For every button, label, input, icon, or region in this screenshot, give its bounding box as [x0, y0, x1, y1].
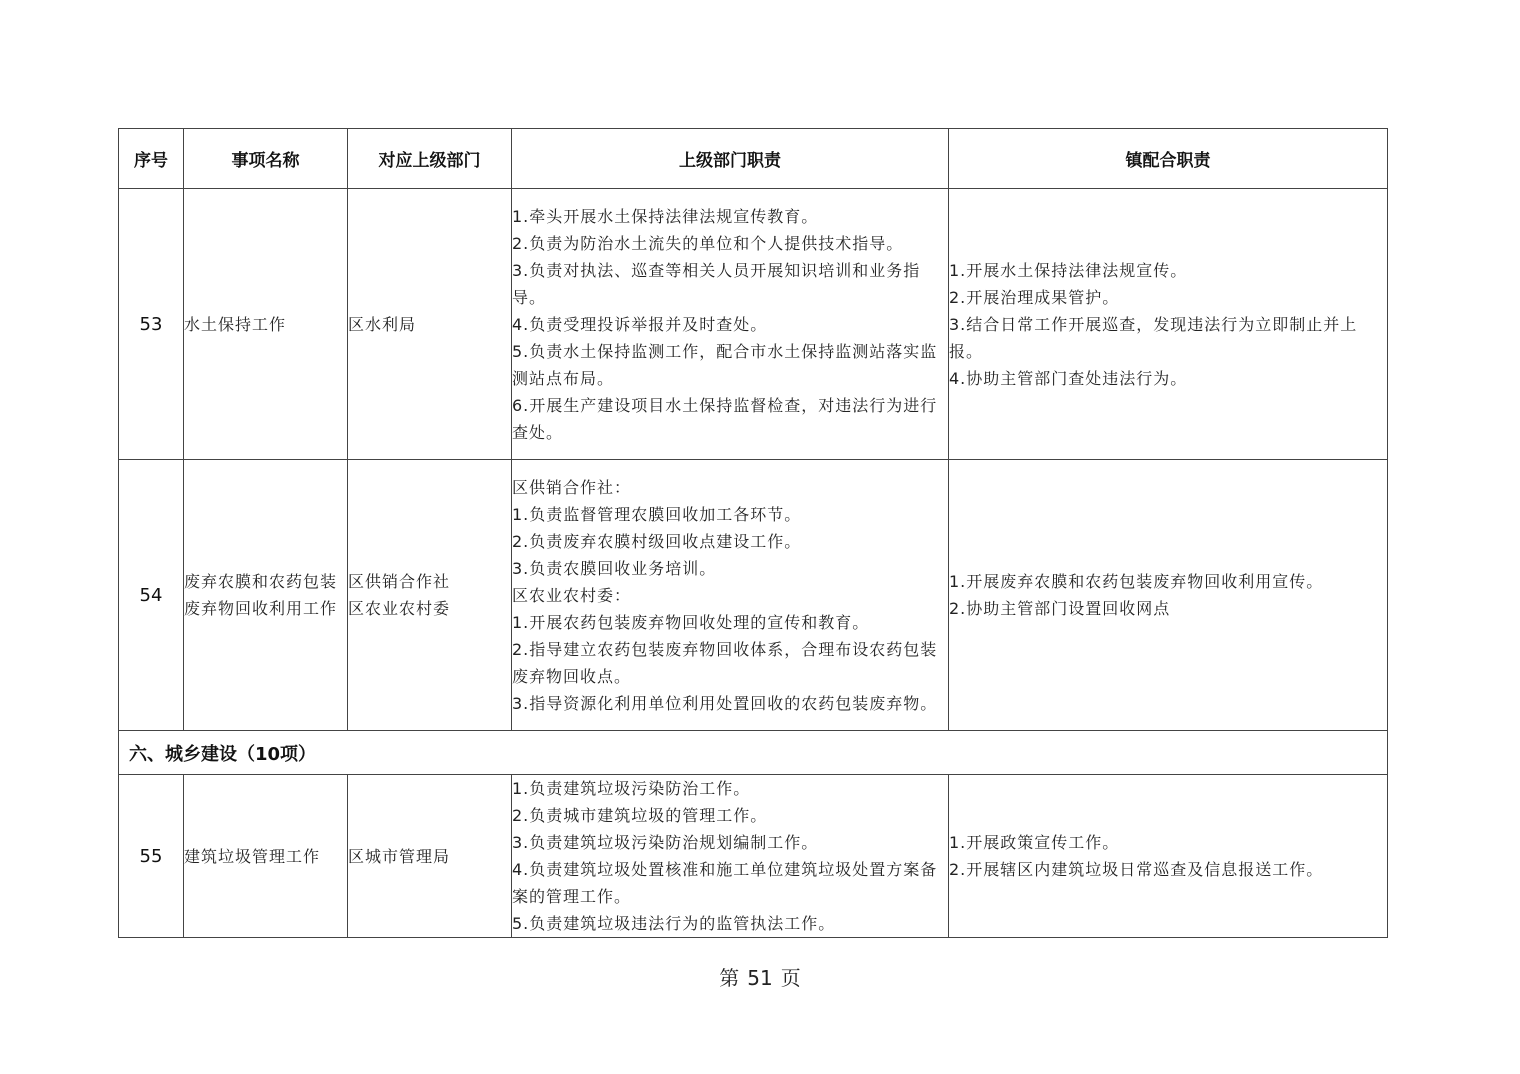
row-upper-duty [512, 189, 949, 460]
table-row [119, 775, 1388, 938]
row-no: 54 [119, 460, 184, 731]
header-no: 序号 [119, 129, 184, 189]
duty-line: 区供销合作社： [512, 477, 632, 497]
duty-line: 2.开展治理成果管护。 [949, 287, 1120, 307]
row-dept: 区城市管理局 [348, 775, 512, 938]
duty-line: 5.负责水土保持监测工作，配合市水土保持监测站落实监测站点布局。 [512, 341, 938, 388]
table-row [119, 189, 1388, 460]
duty-line: 2.开展辖区内建筑垃圾日常巡查及信息报送工作。 [949, 860, 1324, 879]
header-row [119, 129, 1388, 189]
section-title: 六、城乡建设（10项） [119, 731, 1388, 775]
row-item-name: 建筑垃圾管理工作 [184, 775, 348, 938]
duty-line: 3.负责对执法、巡查等相关人员开展知识培训和业务指导。 [512, 260, 921, 307]
page-prefix: 第 [719, 966, 740, 990]
page-number: 51 [747, 966, 773, 990]
row-item-name: 废弃农膜和农药包装废弃物回收利用工作 [184, 460, 348, 731]
duty-line: 1.开展水土保持法律法规宣传。 [949, 260, 1188, 280]
row-no: 55 [119, 775, 184, 938]
table-row [119, 460, 1388, 731]
row-upper-duty [512, 460, 949, 731]
page-suffix: 页 [780, 966, 801, 990]
section-row [119, 731, 1388, 775]
row-no: 53 [119, 189, 184, 460]
row-town-duty [949, 460, 1388, 731]
row-item-name: 水土保持工作 [184, 189, 348, 460]
duty-line: 1.负责监督管理农膜回收加工各环节。 [512, 504, 802, 524]
header-name: 事项名称 [184, 129, 348, 189]
row-town-duty [949, 189, 1388, 460]
duty-line: 4.协助主管部门查处违法行为。 [949, 368, 1188, 388]
duty-line: 1.牵头开展水土保持法律法规宣传教育。 [512, 206, 819, 226]
duty-line: 3.负责农膜回收业务培训。 [512, 558, 717, 578]
duty-line: 4.负责建筑垃圾处置核准和施工单位建筑垃圾处置方案备案的管理工作。 [512, 860, 938, 906]
duty-line: 2.负责废弃农膜村级回收点建设工作。 [512, 531, 802, 551]
header-town-duty: 镇配合职责 [949, 129, 1388, 189]
duty-table [118, 128, 1388, 938]
row-upper-duty [512, 775, 949, 938]
duty-line: 3.结合日常工作开展巡查，发现违法行为立即制止并上报。 [949, 314, 1358, 361]
row-dept: 区供销合作社 区农业农村委 [348, 460, 512, 731]
header-dept: 对应上级部门 [348, 129, 512, 189]
duty-line: 1.开展政策宣传工作。 [949, 833, 1120, 852]
duty-line: 2.负责城市建筑垃圾的管理工作。 [512, 806, 768, 825]
duty-line: 3.负责建筑垃圾污染防治规划编制工作。 [512, 833, 819, 852]
duty-line: 6.开展生产建设项目水土保持监督检查，对违法行为进行查处。 [512, 395, 938, 442]
duty-line: 2.协助主管部门设置回收网点 [949, 599, 1171, 618]
duty-line: 区农业农村委： [512, 585, 632, 605]
header-upper-duty: 上级部门职责 [512, 129, 949, 189]
page-footer [0, 962, 1520, 991]
duty-line: 1.开展农药包装废弃物回收处理的宣传和教育。 [512, 612, 870, 632]
duty-line: 5.负责建筑垃圾违法行为的监管执法工作。 [512, 914, 836, 933]
duty-line: 1.负责建筑垃圾污染防治工作。 [512, 779, 751, 798]
duty-line: 1.开展废弃农膜和农药包装废弃物回收利用宣传。 [949, 572, 1324, 591]
duty-line: 3.指导资源化利用单位利用处置回收的农药包装废弃物。 [512, 693, 938, 713]
duty-line: 4.负责受理投诉举报并及时查处。 [512, 314, 768, 334]
duty-line: 2.指导建立农药包装废弃物回收体系，合理布设农药包装废弃物回收点。 [512, 639, 938, 686]
row-dept: 区水利局 [348, 189, 512, 460]
duty-line: 2.负责为防治水土流失的单位和个人提供技术指导。 [512, 233, 904, 253]
row-town-duty [949, 775, 1388, 938]
